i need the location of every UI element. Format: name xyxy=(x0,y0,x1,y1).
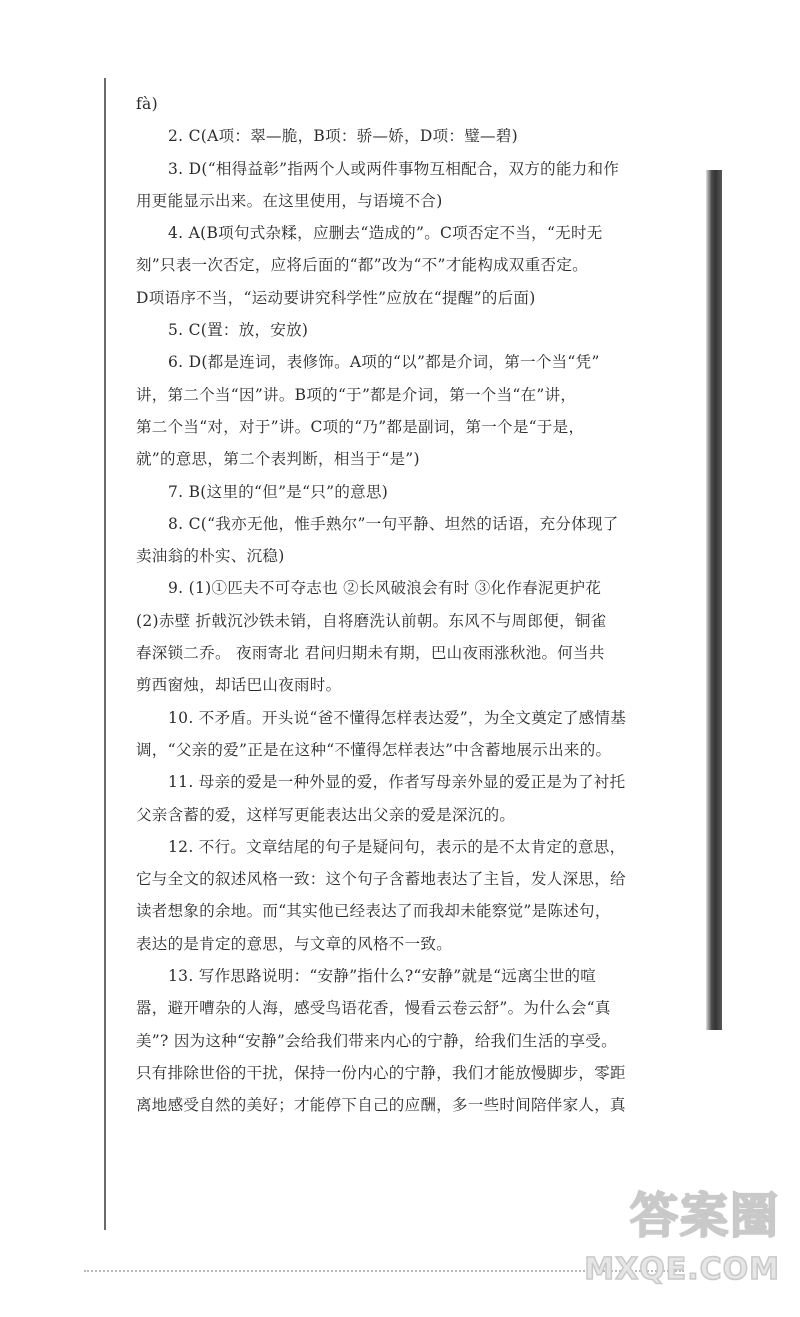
answer-text-block xyxy=(136,88,696,1122)
text-line: 只有排除世俗的干扰，保持一份内心的宁静，我们才能放慢脚步，零距 xyxy=(136,1063,626,1082)
answer-12: 12. 不行。文章结尾的句子是疑问句，表示的是不太肯定的意思， xyxy=(168,837,626,856)
text-line: 读者想象的余地。而“其实他已经表达了而我却未能察觉”是陈述句， xyxy=(136,902,611,921)
answer-6: 6. D(都是连词，表修饰。A项的“以”都是介词，第一个当“凭” xyxy=(168,353,600,372)
text-line: 剪西窗烛，却话巴山夜雨时。 xyxy=(136,676,342,695)
text-line: 美”? 因为这种“安静”会给我们带来内心的宁静，给我们生活的享受。 xyxy=(136,1031,617,1050)
text-line: 用更能显示出来。在这里使用，与语境不合) xyxy=(136,191,443,210)
text-line: 第二个当“对，对于”讲。C项的“乃”都是副词，第一个是“于是， xyxy=(136,417,585,436)
text-line: 讲，第二个当“因”讲。B项的“于”都是介词，第一个当“在”讲， xyxy=(136,385,577,404)
text-line: 就”的意思，第二个表判断，相当于“是”) xyxy=(136,450,420,469)
text-line: 调，“父亲的爱”正是在这种“不懂得怎样表达”中含蓄地展示出来的。 xyxy=(136,740,612,759)
text-line: 表达的是肯定的意思，与文章的风格不一致。 xyxy=(136,934,453,953)
scan-edge-shadow xyxy=(706,170,722,1030)
answer-2: 2. C(A项：翠—脆，B项：骄—娇，D项：璧—碧) xyxy=(168,127,518,146)
answer-7: 7. B(这里的“但”是“只”的意思) xyxy=(168,482,389,501)
text-line: fà) xyxy=(136,95,158,113)
text-line: (2)赤壁 折戟沉沙铁未销，自将磨洗认前朝。东风不与周郎便，铜雀 xyxy=(136,611,607,630)
text-line: 离地感受自然的美好；才能停下自己的应酬，多一些时间陪伴家人，真 xyxy=(136,1096,626,1115)
text-line: 春深锁二乔。 夜雨寄北 君问归期未有期，巴山夜雨涨秋池。何当共 xyxy=(136,644,605,663)
text-line: D项语序不当，“运动要讲究科学性”应放在“提醒”的后面) xyxy=(136,288,536,307)
answer-9: 9. (1)①匹夫不可夺志也 ②长风破浪会有时 ③化作春泥更护花 xyxy=(168,579,602,598)
binding-line xyxy=(104,78,106,1230)
answer-8: 8. C(“我亦无他，惟手熟尔”一句平静、坦然的话语，充分体现了 xyxy=(168,514,619,533)
answer-10: 10. 不矛盾。开头说“爸不懂得怎样表达爱”，为全文奠定了感情基 xyxy=(168,708,627,727)
watermark-url: MXQE.COM xyxy=(584,1252,780,1287)
text-line: 嚣，避开嘈杂的人海，感受鸟语花香，慢看云卷云舒”。为什么会“真 xyxy=(136,999,611,1018)
answer-13: 13. 写作思路说明：“安静”指什么?“安静”就是“远离尘世的喧 xyxy=(168,967,597,986)
text-line: 父亲含蓄的爱，这样写更能表达出父亲的爱是深沉的。 xyxy=(136,805,516,824)
answer-4: 4. A(B项句式杂糅，应删去“造成的”。C项否定不当，“无时无 xyxy=(168,224,603,243)
watermark-logo-text: 答案圈 xyxy=(629,1188,780,1244)
answer-11: 11. 母亲的爱是一种外显的爱，作者写母亲外显的爱正是为了衬托 xyxy=(168,773,626,792)
answer-3: 3. D(“相得益彰”指两个人或两件事物互相配合，双方的能力和作 xyxy=(168,159,620,178)
text-line: 卖油翁的朴实、沉稳) xyxy=(136,547,285,566)
text-line: 刻”只表一次否定，应将后面的“都”改为“不”才能构成双重否定。 xyxy=(136,256,588,275)
text-line: 它与全文的叙述风格一致：这个句子含蓄地表达了主旨，发人深思，给 xyxy=(136,870,626,889)
site-watermark xyxy=(584,1177,780,1287)
answer-5: 5. C(置：放，安放) xyxy=(168,321,309,340)
